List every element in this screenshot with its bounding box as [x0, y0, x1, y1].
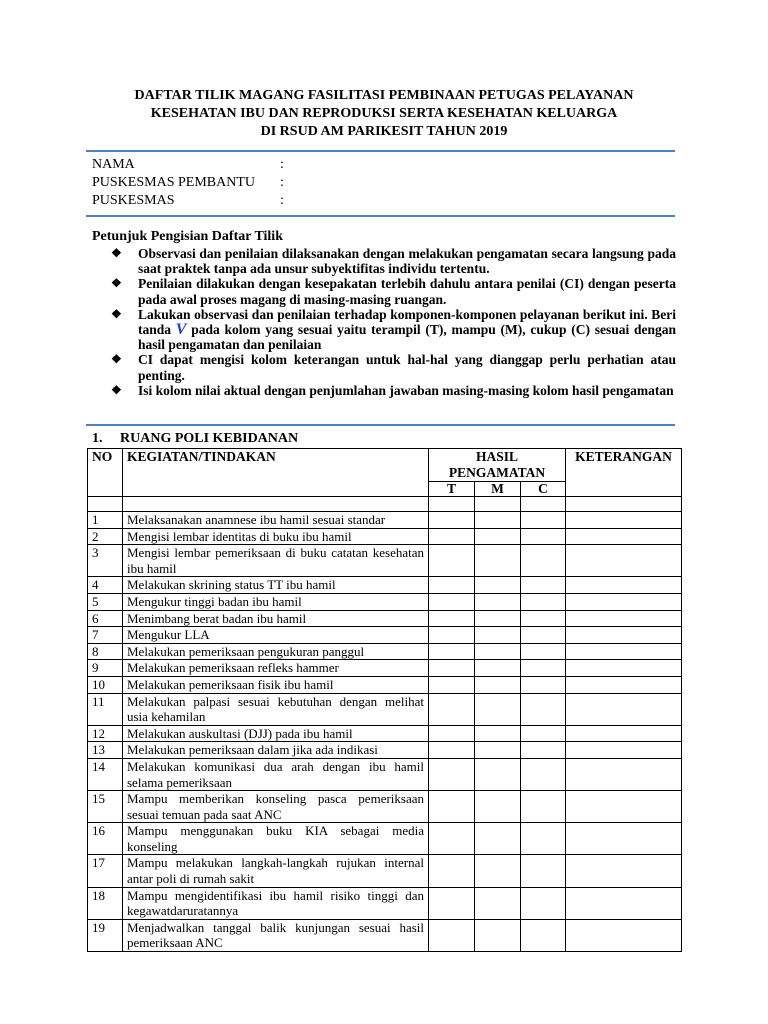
cell-c[interactable] [521, 823, 566, 855]
cell-c[interactable] [521, 643, 566, 660]
instruction-text: Isi kolom nilai aktual dengan penjumlahan jawaban masing-masing kolom hasil pengamatan [138, 382, 674, 398]
row-activity: Mengukur LLA [123, 627, 429, 644]
cell-m[interactable] [475, 528, 521, 545]
cell-t[interactable] [429, 627, 475, 644]
row-number: 8 [88, 643, 123, 660]
row-activity: Menjadwalkan tanggal balik kunjungan sesuai hasil pemeriksaan ANC [123, 919, 429, 951]
row-number: 11 [88, 693, 123, 725]
title-line-3: DI RSUD AM PARIKESIT TAHUN 2019 [260, 124, 508, 139]
cell-keterangan[interactable] [566, 791, 682, 823]
cell-t[interactable] [429, 887, 475, 919]
identity-label: PUSKESMAS [92, 193, 175, 208]
cell-c[interactable] [521, 855, 566, 887]
table-row [88, 855, 682, 887]
cell-c[interactable] [521, 627, 566, 644]
identity-colon: : [280, 157, 284, 172]
identity-label: PUSKESMAS PEMBANTU [92, 175, 255, 190]
divider-line [86, 150, 675, 152]
row-activity: Mampu memberikan konseling pasca pemeriksaan sesuai temuan pada saat ANC [123, 791, 429, 823]
row-activity: Melaksanakan anamnese ibu hamil sesuai standar [123, 512, 429, 529]
row-activity: Melakukan komunikasi dua arah dengan ibu hamil selama pemeriksaan [123, 758, 429, 790]
cell-c[interactable] [521, 693, 566, 725]
cell-m[interactable] [475, 742, 521, 759]
diamond-bullet-icon: ❖ [111, 246, 122, 260]
row-number: 5 [88, 593, 123, 610]
table-row [88, 545, 682, 577]
row-number: 12 [88, 725, 123, 742]
header-m: M [475, 482, 521, 497]
checklist-table [87, 448, 682, 952]
identity-block [92, 156, 300, 210]
table-row [88, 823, 682, 855]
cell-c[interactable] [521, 610, 566, 627]
cell-keterangan[interactable] [566, 676, 682, 693]
checkmark-symbol: V [175, 321, 187, 339]
cell-m[interactable] [475, 577, 521, 594]
document-title [0, 87, 768, 141]
divider-line [86, 215, 675, 217]
header-keterangan: KETERANGAN [566, 449, 682, 497]
cell-c[interactable] [521, 545, 566, 577]
identity-label: NAMA [92, 157, 135, 172]
cell-keterangan[interactable] [566, 512, 682, 529]
header-hasil-pengamatan [429, 449, 566, 482]
identity-colon: : [280, 193, 284, 208]
cell-keterangan[interactable] [566, 693, 682, 725]
cell-c[interactable] [521, 887, 566, 919]
cell-c[interactable] [521, 919, 566, 951]
identity-row-puskesmas [92, 192, 300, 210]
row-activity: Melakukan auskultasi (DJJ) pada ibu hamil [123, 725, 429, 742]
row-activity: Mampu melakukan langkah-langkah rujukan internal antar poli di rumah sakit [123, 855, 429, 887]
row-activity: Mengukur tinggi badan ibu hamil [123, 593, 429, 610]
spacer-cell [566, 497, 682, 512]
cell-m[interactable] [475, 593, 521, 610]
row-number: 19 [88, 919, 123, 951]
cell-m[interactable] [475, 919, 521, 951]
table-row [88, 693, 682, 725]
cell-keterangan[interactable] [566, 855, 682, 887]
row-activity: Mampu mengidentifikasi ibu hamil risiko tinggi dan kegawatdaruratannya [123, 887, 429, 919]
row-number: 10 [88, 676, 123, 693]
cell-keterangan[interactable] [566, 660, 682, 677]
cell-t[interactable] [429, 660, 475, 677]
table-row [88, 725, 682, 742]
table-row [88, 627, 682, 644]
row-number: 2 [88, 528, 123, 545]
header-t: T [429, 482, 475, 497]
cell-keterangan[interactable] [566, 610, 682, 627]
spacer-cell [429, 497, 475, 512]
table-row [88, 791, 682, 823]
row-activity: Mengisi lembar pemeriksaan di buku catatan kesehatan ibu hamil [123, 545, 429, 577]
spacer-cell [88, 497, 123, 512]
cell-m[interactable] [475, 693, 521, 725]
section-name: RUANG POLI KEBIDANAN [120, 431, 299, 446]
cell-t[interactable] [429, 545, 475, 577]
row-activity: Menimbang berat badan ibu hamil [123, 610, 429, 627]
cell-keterangan[interactable] [566, 887, 682, 919]
cell-m[interactable] [475, 758, 521, 790]
instruction-item [111, 307, 676, 353]
instructions-heading: Petunjuk Pengisian Daftar Tilik [92, 229, 283, 244]
cell-t[interactable] [429, 758, 475, 790]
row-number: 18 [88, 887, 123, 919]
table-row [88, 593, 682, 610]
cell-m[interactable] [475, 660, 521, 677]
cell-c[interactable] [521, 725, 566, 742]
cell-keterangan[interactable] [566, 627, 682, 644]
instruction-item [111, 246, 676, 276]
identity-row-puskesmas-pembantu [92, 174, 300, 192]
cell-keterangan[interactable] [566, 643, 682, 660]
cell-t[interactable] [429, 919, 475, 951]
row-number: 9 [88, 660, 123, 677]
cell-keterangan[interactable] [566, 593, 682, 610]
title-line-2: KESEHATAN IBU DAN REPRODUKSI SERTA KESEHATAN KELUARGA [150, 106, 618, 121]
table-row [88, 512, 682, 529]
table-row [88, 919, 682, 951]
spacer-cell [521, 497, 566, 512]
row-number: 17 [88, 855, 123, 887]
instruction-item [111, 383, 676, 398]
cell-c[interactable] [521, 758, 566, 790]
instruction-text: Penilaian dilakukan dengan kesepakatan terlebih dahulu antara penilai (CI) dengan peserta pada awal proses magang di masing-masing ruangan. [138, 276, 676, 307]
cell-keterangan[interactable] [566, 725, 682, 742]
cell-c[interactable] [521, 791, 566, 823]
instruction-text: Observasi dan penilaian dilaksanakan dengan melakukan pengamatan secara langsung pada saat praktek tanpa ada unsur subyektifitas individu tertentu. [138, 246, 676, 277]
table-row [88, 676, 682, 693]
header-activity: KEGIATAN/TINDAKAN [123, 449, 429, 497]
table-row [88, 742, 682, 759]
cell-t[interactable] [429, 577, 475, 594]
cell-t[interactable] [429, 742, 475, 759]
table-row [88, 528, 682, 545]
instruction-item [111, 276, 676, 306]
row-activity: Melakukan pemeriksaan pengukuran panggul [123, 643, 429, 660]
cell-m[interactable] [475, 676, 521, 693]
instruction-text: CI dapat mengisi kolom keterangan untuk hal-hal yang dianggap perlu perhatian atau penting. [138, 352, 676, 383]
cell-t[interactable] [429, 693, 475, 725]
cell-m[interactable] [475, 791, 521, 823]
row-number: 16 [88, 823, 123, 855]
row-activity: Melakukan palpasi sesuai kebutuhan dengan melihat usia kehamilan [123, 693, 429, 725]
instruction-text: Lakukan observasi dan penilaian terhadap komponen-komponen pelayanan berikut ini. Beri tanda [138, 306, 676, 338]
diamond-bullet-icon: ❖ [111, 276, 122, 291]
row-number: 15 [88, 791, 123, 823]
cell-m[interactable] [475, 610, 521, 627]
section-number: 1. [92, 431, 103, 446]
diamond-bullet-icon: ❖ [111, 352, 122, 367]
divider-line [86, 424, 675, 426]
header-no: NO [88, 449, 123, 497]
row-activity: Melakukan pemeriksaan refleks hammer [123, 660, 429, 677]
row-activity: Mampu menggunakan buku KIA sebagai media konseling [123, 823, 429, 855]
instruction-text: pada kolom yang sesuai yaitu terampil (T), mampu (M), cukup (C) sesuai dengan hasil pengamatan dan penilaian [138, 322, 677, 353]
cell-t[interactable] [429, 823, 475, 855]
cell-keterangan[interactable] [566, 742, 682, 759]
cell-t[interactable] [429, 725, 475, 742]
table-row [88, 610, 682, 627]
row-number: 7 [88, 627, 123, 644]
spacer-cell [475, 497, 521, 512]
header-c: C [521, 482, 566, 497]
row-activity: Melakukan skrining status TT ibu hamil [123, 577, 429, 594]
row-activity: Mengisi lembar identitas di buku ibu hamil [123, 528, 429, 545]
diamond-bullet-icon: ❖ [111, 306, 122, 321]
header-spacer-row [88, 497, 682, 512]
instruction-item [111, 352, 676, 382]
row-number: 13 [88, 742, 123, 759]
cell-keterangan[interactable] [566, 528, 682, 545]
table-row [88, 577, 682, 594]
cell-t[interactable] [429, 676, 475, 693]
cell-m[interactable] [475, 725, 521, 742]
cell-t[interactable] [429, 610, 475, 627]
row-number: 14 [88, 758, 123, 790]
header-hasil-line-1: HASIL [475, 449, 519, 464]
cell-m[interactable] [475, 643, 521, 660]
table-row [88, 887, 682, 919]
table-row [88, 643, 682, 660]
cell-m[interactable] [475, 545, 521, 577]
header-hasil-line-2: PENGAMATAN [448, 465, 546, 480]
row-number: 3 [88, 545, 123, 577]
cell-c[interactable] [521, 660, 566, 677]
row-number: 6 [88, 610, 123, 627]
identity-colon: : [280, 175, 284, 190]
instructions-list [111, 246, 676, 398]
cell-t[interactable] [429, 593, 475, 610]
cell-keterangan[interactable] [566, 577, 682, 594]
cell-keterangan[interactable] [566, 545, 682, 577]
table-row [88, 758, 682, 790]
cell-t[interactable] [429, 528, 475, 545]
table-row [88, 660, 682, 677]
cell-m[interactable] [475, 512, 521, 529]
cell-c[interactable] [521, 528, 566, 545]
cell-c[interactable] [521, 676, 566, 693]
cell-t[interactable] [429, 643, 475, 660]
cell-m[interactable] [475, 627, 521, 644]
cell-t[interactable] [429, 791, 475, 823]
cell-c[interactable] [521, 577, 566, 594]
cell-m[interactable] [475, 823, 521, 855]
cell-t[interactable] [429, 855, 475, 887]
cell-c[interactable] [521, 593, 566, 610]
spacer-cell [123, 497, 429, 512]
cell-m[interactable] [475, 887, 521, 919]
row-activity: Melakukan pemeriksaan dalam jika ada indikasi [123, 742, 429, 759]
cell-keterangan[interactable] [566, 919, 682, 951]
cell-m[interactable] [475, 855, 521, 887]
cell-keterangan[interactable] [566, 758, 682, 790]
row-activity: Melakukan pemeriksaan fisik ibu hamil [123, 676, 429, 693]
cell-c[interactable] [521, 512, 566, 529]
title-line-1: DAFTAR TILIK MAGANG FASILITASI PEMBINAAN PETUGAS PELAYANAN [134, 88, 634, 103]
cell-t[interactable] [429, 512, 475, 529]
cell-keterangan[interactable] [566, 823, 682, 855]
row-number: 1 [88, 512, 123, 529]
cell-c[interactable] [521, 742, 566, 759]
diamond-bullet-icon: ❖ [111, 382, 122, 397]
section-title [92, 431, 298, 447]
row-number: 4 [88, 577, 123, 594]
identity-row-nama [92, 156, 300, 174]
